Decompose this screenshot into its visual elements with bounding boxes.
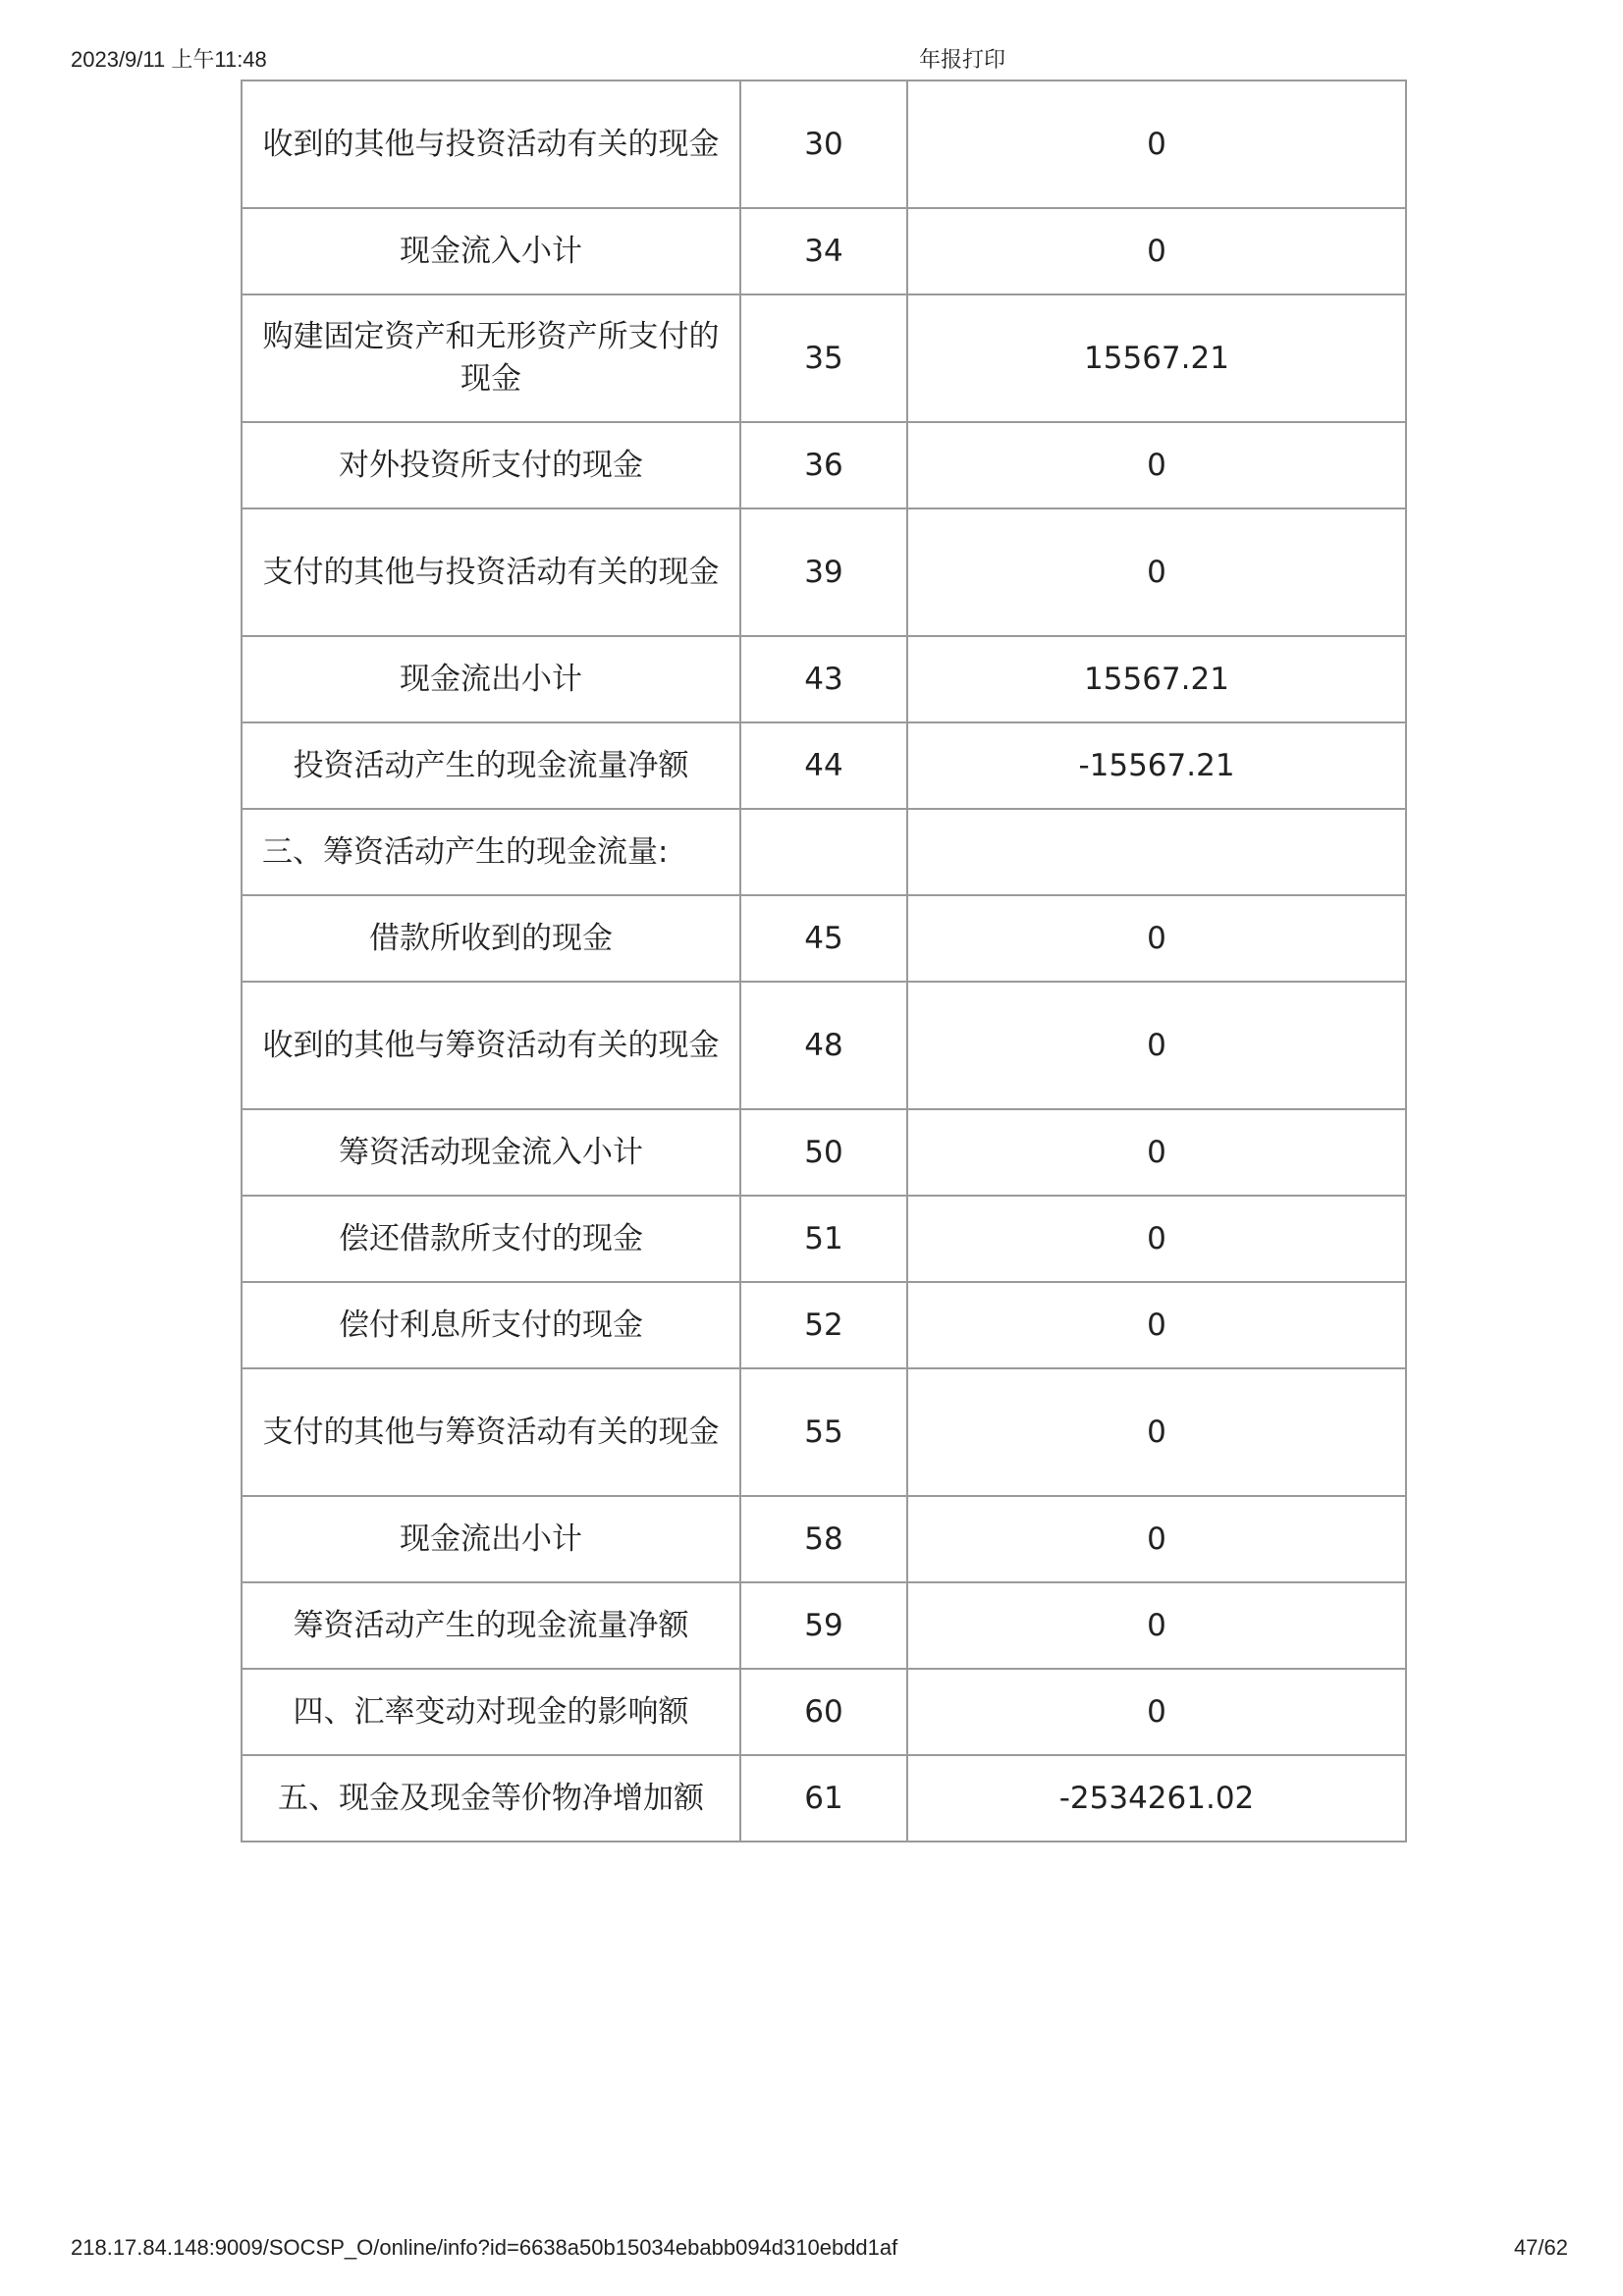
item-cell: 对外投资所支付的现金 <box>242 422 740 508</box>
item-cell: 收到的其他与投资活动有关的现金 <box>242 80 740 208</box>
value-cell: 0 <box>907 508 1406 636</box>
value-cell: 0 <box>907 895 1406 982</box>
value-cell <box>907 809 1406 895</box>
table-row <box>242 1582 1406 1669</box>
item-cell: 现金流入小计 <box>242 208 740 294</box>
item-cell: 投资活动产生的现金流量净额 <box>242 722 740 809</box>
line-number-cell <box>740 809 907 895</box>
table-row <box>242 1109 1406 1196</box>
table-row <box>242 1368 1406 1496</box>
line-number-cell: 50 <box>740 1109 907 1196</box>
table-row <box>242 294 1406 422</box>
table-row <box>242 1669 1406 1755</box>
section-header-row <box>242 809 1406 895</box>
line-number-cell: 35 <box>740 294 907 422</box>
table-row <box>242 895 1406 982</box>
value-cell: -2534261.02 <box>907 1755 1406 1842</box>
value-cell: 0 <box>907 1196 1406 1282</box>
line-number-cell: 52 <box>740 1282 907 1368</box>
table-row <box>242 1282 1406 1368</box>
item-cell: 支付的其他与筹资活动有关的现金 <box>242 1368 740 1496</box>
table-row <box>242 80 1406 208</box>
value-cell: 0 <box>907 1582 1406 1669</box>
table-row <box>242 1755 1406 1842</box>
line-number-cell: 43 <box>740 636 907 722</box>
item-cell: 偿还借款所支付的现金 <box>242 1196 740 1282</box>
value-cell: -15567.21 <box>907 722 1406 809</box>
cash-flow-table <box>241 80 1407 1842</box>
item-cell: 支付的其他与投资活动有关的现金 <box>242 508 740 636</box>
table-row <box>242 1196 1406 1282</box>
item-cell: 现金流出小计 <box>242 636 740 722</box>
line-number-cell: 55 <box>740 1368 907 1496</box>
value-cell: 0 <box>907 1496 1406 1582</box>
value-cell: 0 <box>907 1368 1406 1496</box>
value-cell: 0 <box>907 208 1406 294</box>
item-cell: 筹资活动现金流入小计 <box>242 1109 740 1196</box>
line-number-cell: 51 <box>740 1196 907 1282</box>
value-cell: 0 <box>907 80 1406 208</box>
line-number-cell: 59 <box>740 1582 907 1669</box>
line-number-cell: 36 <box>740 422 907 508</box>
item-cell: 筹资活动产生的现金流量净额 <box>242 1582 740 1669</box>
item-cell: 收到的其他与筹资活动有关的现金 <box>242 982 740 1109</box>
line-number-cell: 30 <box>740 80 907 208</box>
line-number-cell: 58 <box>740 1496 907 1582</box>
line-number-cell: 61 <box>740 1755 907 1842</box>
item-cell: 现金流出小计 <box>242 1496 740 1582</box>
value-cell: 0 <box>907 1109 1406 1196</box>
item-cell: 五、现金及现金等价物净增加额 <box>242 1755 740 1842</box>
value-cell: 0 <box>907 1282 1406 1368</box>
line-number-cell: 45 <box>740 895 907 982</box>
line-number-cell: 48 <box>740 982 907 1109</box>
page-url: 218.17.84.148:9009/SOCSP_O/online/info?id=6638a50b15034ebabb094d310ebdd1af <box>71 2235 898 2260</box>
item-cell: 四、汇率变动对现金的影响额 <box>242 1669 740 1755</box>
table-row <box>242 422 1406 508</box>
table-row <box>242 636 1406 722</box>
value-cell: 0 <box>907 422 1406 508</box>
table-row <box>242 1496 1406 1582</box>
table-row <box>242 982 1406 1109</box>
value-cell: 0 <box>907 1669 1406 1755</box>
item-cell: 借款所收到的现金 <box>242 895 740 982</box>
table-row <box>242 508 1406 636</box>
value-cell: 15567.21 <box>907 636 1406 722</box>
value-cell: 0 <box>907 982 1406 1109</box>
table-row <box>242 722 1406 809</box>
item-cell: 偿付利息所支付的现金 <box>242 1282 740 1368</box>
page-title: 年报打印 <box>919 48 1006 73</box>
value-cell: 15567.21 <box>907 294 1406 422</box>
section-title-cell: 三、筹资活动产生的现金流量: <box>242 809 740 895</box>
page-number: 47/62 <box>1513 2235 1568 2260</box>
line-number-cell: 34 <box>740 208 907 294</box>
print-datetime: 2023/9/11 上午11:48 <box>71 47 267 72</box>
line-number-cell: 39 <box>740 508 907 636</box>
table-row <box>242 208 1406 294</box>
item-cell: 购建固定资产和无形资产所支付的现金 <box>242 294 740 422</box>
line-number-cell: 44 <box>740 722 907 809</box>
line-number-cell: 60 <box>740 1669 907 1755</box>
